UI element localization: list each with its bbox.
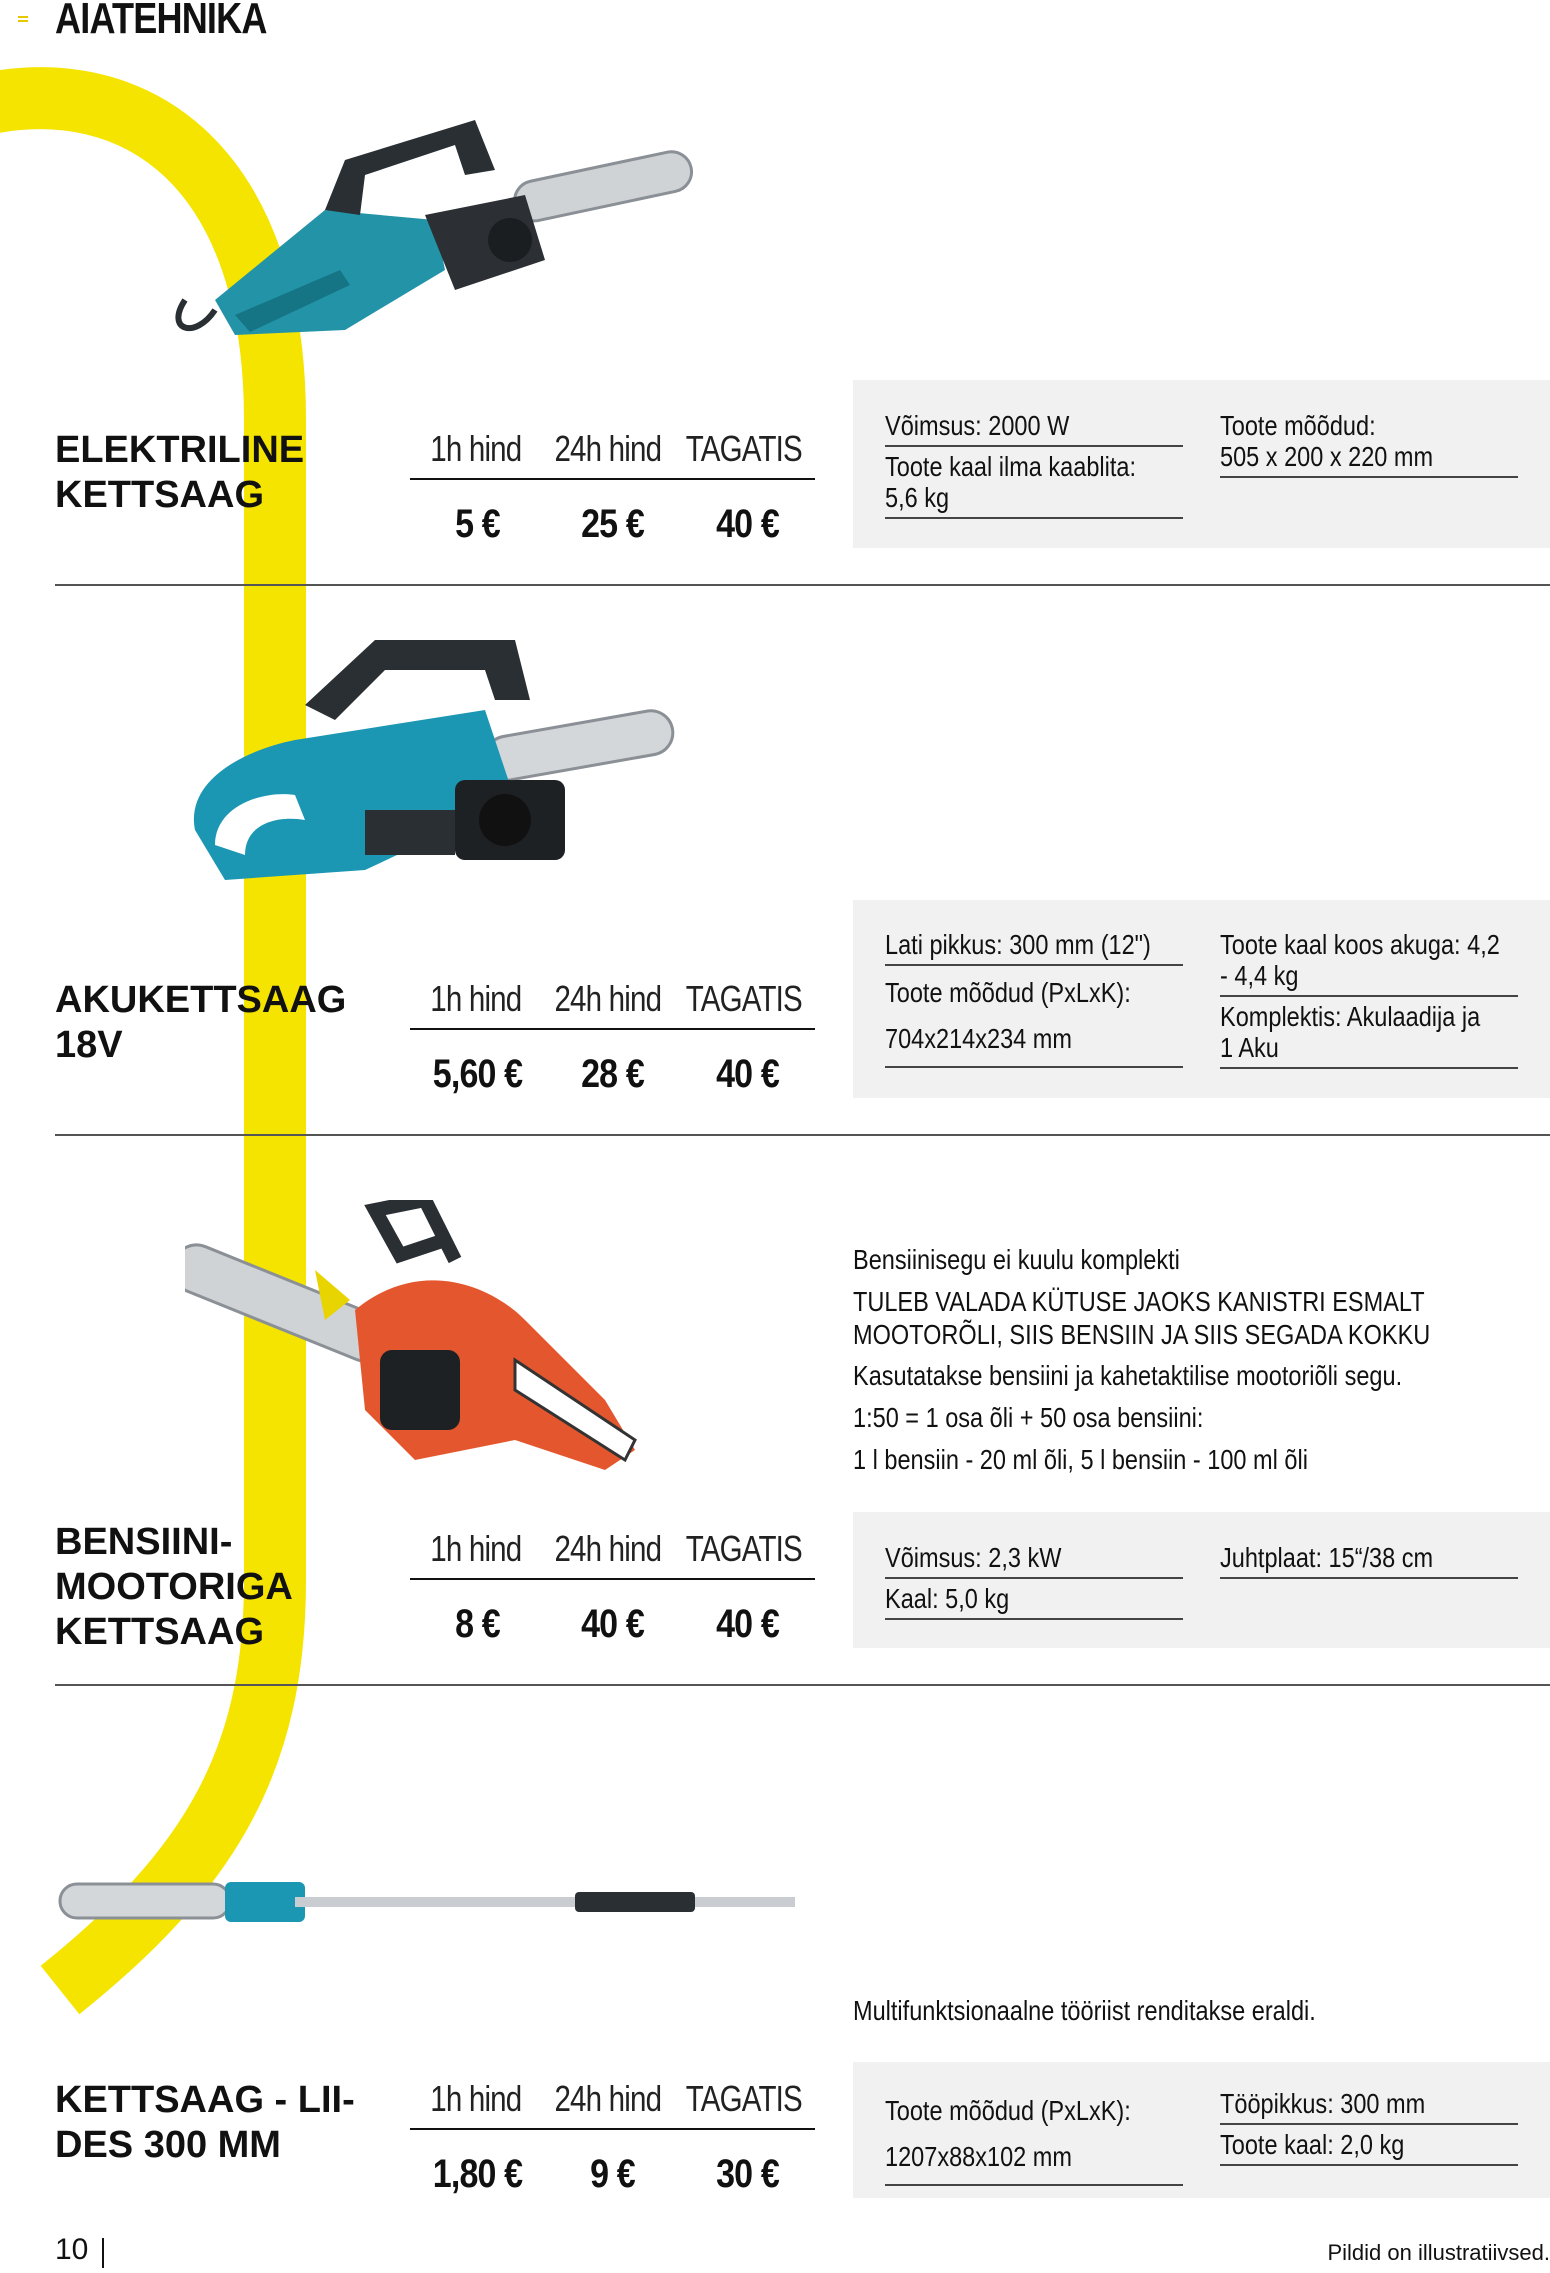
note-line: Kasutatakse bensiini ja kahetaktilise mootoriõli segu. [853,1360,1403,1391]
header-deposit: TAGATIS [686,428,803,469]
header-1h-price: 1h hind [430,2078,522,2119]
product-title-electric-chainsaw: ELEKTRILINE KETTSAAG [55,429,305,516]
price-24h: 9 € [590,2152,635,2196]
price-24h: 28 € [581,1052,644,1096]
spec-item: Kaal: 5,0 kg [885,1579,1183,1620]
price-deposit: 30 € [716,2152,779,2196]
divider [55,1684,1550,1686]
product-notes [853,1990,1550,2032]
price-24h: 40 € [581,1602,644,1646]
note-line: Multifunktsionaalne tööriist renditakse eraldi. [853,1995,1316,2026]
page-number: 10 [55,2233,89,2266]
header-1h-price: 1h hind [430,978,522,1019]
header-1h-price: 1h hind [430,428,522,469]
price-table [410,970,815,1108]
note-line: Bensiinisegu ei kuulu komplekti [853,1244,1180,1275]
electric-chainsaw-image [175,100,705,360]
product-title-petrol-chainsaw: BENSIINI- MOOTORIGA KETTSAAG [55,1521,293,1653]
spec-item: Toote kaal ilma kaablita: 5,6 kg [885,447,1183,519]
product-title-cordless-chainsaw: AKUKETTSAAG 18V [55,979,347,1066]
spec-item: Toote kaal: 2,0 kg [1220,2125,1518,2166]
petrol-chainsaw-image [185,1200,665,1500]
product-title-pole-chainsaw: KETTSAAG - LII- DES 300 MM [55,2079,355,2166]
price-table [410,420,815,558]
header-24h-price: 24h hind [554,1528,661,1569]
header-deposit: TAGATIS [686,978,803,1019]
illustrative-images-note: Pildid on illustratiivsed. [1327,2240,1550,2265]
spec-item: Lati pikkus: 300 mm (12") [885,925,1183,966]
divider [55,1134,1550,1136]
price-table [410,1520,815,1658]
spec-box [853,1512,1550,1648]
pole-chainsaw-attachment-image [55,1870,805,1940]
spec-box [853,380,1550,548]
price-1h: 8 € [455,1602,500,1646]
price-1h: 1,80 € [432,2152,523,2196]
price-deposit: 40 € [716,1602,779,1646]
page-title: AIATEHNIKA [55,0,267,43]
price-1h: 5 € [455,502,500,546]
price-deposit: 40 € [716,1052,779,1096]
note-line: TULEB VALADA KÜTUSE JAOKS KANISTRI ESMALT MOOTORÕLI, SIIS BENSIIN JA SIIS SEGADA KOKKU [853,1286,1431,1350]
header-1h-price: 1h hind [430,1528,522,1569]
price-1h: 5,60 € [432,1052,523,1096]
product-notes [853,1239,1550,1481]
spec-item: Toote mõõdud (PxLxK): 1207x88x102 mm [885,2084,1183,2186]
spec-item: Võimsus: 2,3 kW [885,1538,1183,1579]
header-24h-price: 24h hind [554,978,661,1019]
spec-box [853,900,1550,1098]
price-table [410,2070,815,2208]
page-number-separator [102,2238,104,2268]
spec-item: Tööpikkus: 300 mm [1220,2084,1518,2125]
spec-item: Toote kaal koos akuga: 4,2 - 4,4 kg [1220,925,1518,997]
note-line: 1 l bensiin - 20 ml õli, 5 l bensiin - 100 ml õli [853,1444,1308,1475]
spec-item: Komplektis: Akulaadija ja 1 Aku [1220,997,1518,1069]
spec-item: Toote mõõdud (PxLxK): 704x214x234 mm [885,966,1183,1068]
spec-item: Toote mõõdud: 505 x 200 x 220 mm [1220,406,1518,478]
header-24h-price: 24h hind [554,428,661,469]
spec-item: Juhtplaat: 15“/38 cm [1220,1538,1518,1579]
header-deposit: TAGATIS [686,1528,803,1569]
cordless-chainsaw-image [185,630,685,910]
price-24h: 25 € [581,502,644,546]
spec-item: Võimsus: 2000 W [885,406,1183,447]
note-line: 1:50 = 1 osa õli + 50 osa bensiini: [853,1402,1204,1433]
spec-box [853,2062,1550,2198]
divider [55,584,1550,586]
price-deposit: 40 € [716,502,779,546]
menu-icon [18,16,28,25]
header-deposit: TAGATIS [686,2078,803,2119]
header-24h-price: 24h hind [554,2078,661,2119]
